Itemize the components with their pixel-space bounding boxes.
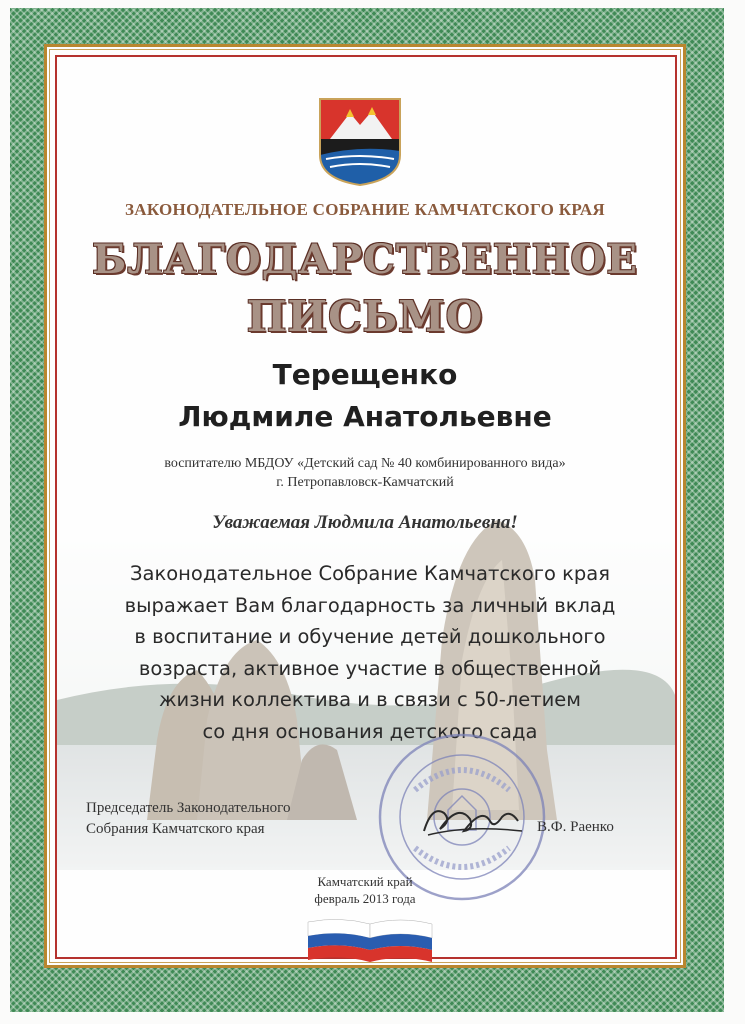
letter-body: [80, 558, 660, 747]
body-line: возраста, активное участие в общественной: [138, 656, 602, 680]
signatory-name: В.Ф. Раенко: [537, 819, 614, 835]
signatory-title-line2: Собрания Камчатского края: [86, 821, 265, 837]
body-line: выражает Вам благодарность за личный вклад: [124, 593, 616, 617]
body-line: со дня основания детского сада: [202, 719, 538, 743]
position-line2: г. Петропавловск-Камчатский: [276, 475, 454, 490]
handwritten-signature: [418, 795, 528, 845]
position-line1: воспитателю МБДОУ «Детский сад № 40 комбинированного вида»: [164, 456, 566, 471]
place: Камчатский край: [317, 874, 413, 889]
date: февраль 2013 года: [314, 891, 416, 906]
flags-emblem-icon: [300, 916, 440, 966]
kamchatka-coat-of-arms-icon: [316, 95, 404, 187]
organization-title: ЗАКОНОДАТЕЛЬНОЕ СОБРАНИЕ КАМЧАТСКОГО КРАЯ: [124, 200, 605, 219]
greeting: Уважаемая Людмила Анатольевна!: [212, 512, 518, 533]
recipient-position: [60, 454, 670, 492]
body-line: жизни коллектива и в связи с 50-летием: [158, 688, 582, 711]
recipient-given-names: Людмиле Анатольевне: [178, 400, 552, 433]
body-line: в воспитание и обучение детей дошкольного: [134, 625, 606, 648]
document-title-line2: ПИСЬМО: [246, 292, 484, 341]
signatory-title: [86, 798, 290, 840]
signatory-title-line1: Председатель Законодательного: [86, 800, 291, 816]
place-and-date: [200, 873, 530, 907]
recipient-surname: Терещенко: [272, 358, 458, 391]
body-line: Законодательное Собрание Камчатского края: [130, 562, 610, 585]
document-title-line1: БЛАГОДАРСТВЕННОЕ: [92, 236, 638, 283]
